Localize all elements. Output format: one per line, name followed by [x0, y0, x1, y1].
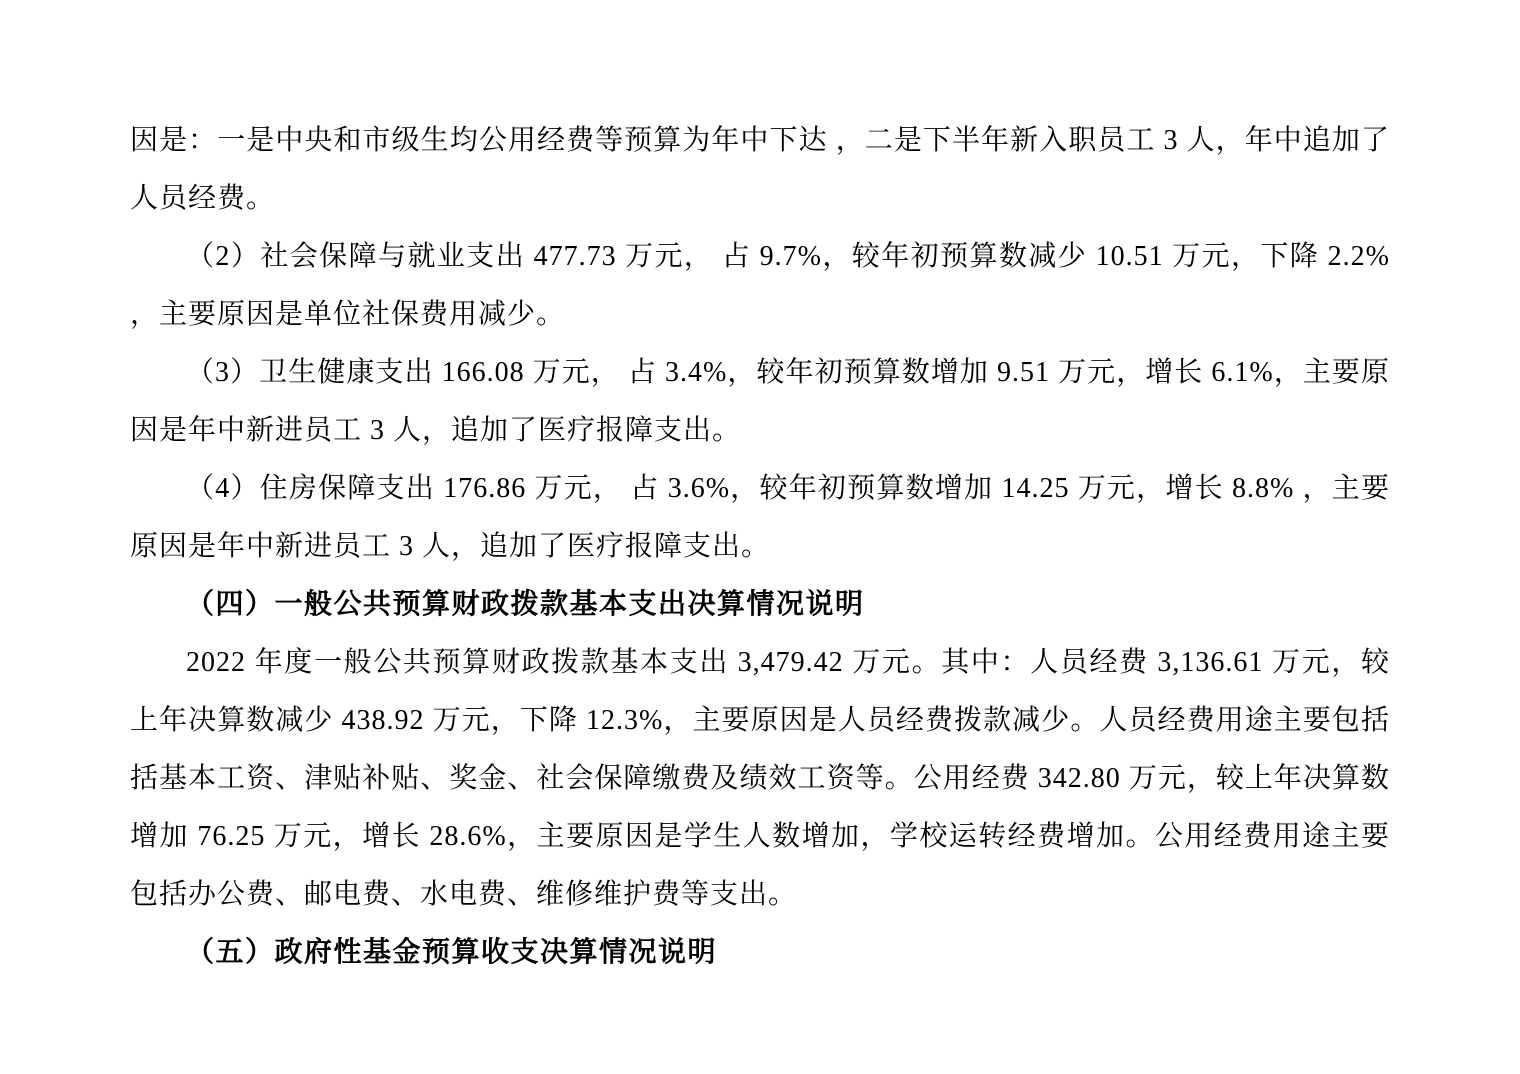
paragraph-health-expense: （3）卫生健康支出 166.08 万元， 占 3.4%，较年初预算数增加 9.51 万元，增长 6.1%，主要原因是年中新进员工 3 人，追加了医疗报障支出。 [130, 357, 1390, 446]
paragraph-basic-expenditure-detail: 2022 年度一般公共预算财政拨款基本支出 3,479.42 万元。其中：人员经费 3,136.61 万元，较上年决算数减少 438.92 万元，下降 12.3%，主要原因是人员经费拨款减少。人员经费用途主要包括括基本工资、津贴补贴、奖金、社会保障缴费及绩效工资等。公用经费 342.80 万元，较上年决算数增加 76.25 万元，增长 28.6%，主要原因是学生人数增加，学校运转经费增加。公用经费用途主要包括办公费、邮电费、水电费、维修维护费等支出。 [130, 647, 1390, 910]
section-heading-4-basic-expenditure: （四）一般公共预算财政拨款基本支出决算情况说明 [186, 589, 865, 620]
document-body [130, 112, 1390, 982]
section-heading-5-government-fund-budget: （五）政府性基金预算收支决算情况说明 [186, 937, 718, 968]
paragraph-housing-expense: （4）住房保障支出 176.86 万元， 占 3.6%，较年初预算数增加 14.25 万元，增长 8.8% ，主要原因是年中新进员工 3 人，追加了医疗报障支出。 [130, 473, 1390, 562]
paragraph-social-security-expense: （2）社会保障与就业支出 477.73 万元， 占 9.7%，较年初预算数减少 10.51 万元，下降 2.2% ，主要原因是单位社保费用减少。 [130, 241, 1390, 330]
paragraph-continuation-personnel-funds: 因是：一是中央和市级生均公用经费等预算为年中下达 ，二是下半年新入职员工 3 人，年中追加了人员经费。 [130, 125, 1390, 214]
